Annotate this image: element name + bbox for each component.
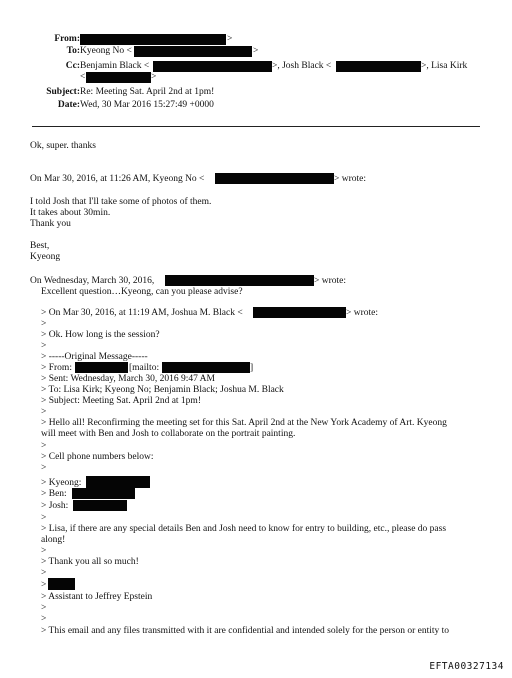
text-line: > Cell phone numbers below: xyxy=(41,452,154,462)
date-value: Wed, 30 Mar 2016 15:27:49 +0000 xyxy=(80,100,214,110)
cc-label: Cc: xyxy=(65,61,80,71)
text-line: > xyxy=(41,441,47,451)
redaction-box xyxy=(86,476,150,488)
text-line: > Lisa, if there are any special details Ben and Josh need to know for entry to building, etc., please do pass xyxy=(41,524,447,534)
text-line: > Ok. How long is the session? xyxy=(41,330,160,340)
text-line: I told Josh that I'll take some of photos of them. xyxy=(30,197,212,207)
header-divider xyxy=(32,126,480,127)
quote-header: On Wednesday, March 30, 2016, xyxy=(30,276,155,286)
from-label: From: xyxy=(54,34,80,44)
text-line: > -----Original Message----- xyxy=(41,352,148,362)
subject-label: Subject: xyxy=(46,87,80,97)
quote-header: > wrote: xyxy=(334,174,367,184)
text-line: > xyxy=(41,614,47,624)
text-line: > This email and any files transmitted with it are confidential and intended solely for the person or entity to xyxy=(41,626,450,636)
date-label: Date: xyxy=(57,100,80,110)
redaction-box xyxy=(336,61,421,72)
text-line: Kyeong xyxy=(30,252,61,262)
text-line: > Hello all! Reconfirming the meeting set for this Sat. April 2nd at the New York Academy of Art. Kyeong xyxy=(41,418,447,428)
quote-header: > wrote: xyxy=(314,276,347,286)
text-line: > Ben: xyxy=(41,489,67,499)
text-line: > Subject: Meeting Sat. April 2nd at 1pm! xyxy=(41,396,201,406)
text-line: along! xyxy=(41,535,66,545)
text-line: Thank you xyxy=(30,219,71,229)
redaction-box xyxy=(134,46,252,57)
text-line: Excellent question…Kyeong, can you please advise? xyxy=(41,287,243,297)
text-line: > To: Lisa Kirk; Kyeong No; Benjamin Black; Joshua M. Black xyxy=(41,385,284,395)
text-line: > xyxy=(41,407,47,417)
text-line: > xyxy=(41,568,47,578)
to-value: Kyeong No < xyxy=(80,46,132,56)
bates-number: EFTA00327134 xyxy=(429,661,504,672)
text-line: > Kyeong: xyxy=(41,478,82,488)
redaction-box xyxy=(75,362,128,373)
cc-value: >, Lisa Kirk xyxy=(421,61,468,71)
cc-value: < xyxy=(80,72,86,82)
quote-header: On Mar 30, 2016, at 11:26 AM, Kyeong No < xyxy=(30,174,205,184)
text-line: > Josh: xyxy=(41,501,69,511)
redaction-box xyxy=(48,578,75,590)
text-line: > On Mar 30, 2016, at 11:19 AM, Joshua M. Black < xyxy=(41,308,243,318)
redaction-box xyxy=(80,34,226,45)
cc-value: >, Josh Black < xyxy=(272,61,332,71)
text-line: > wrote: xyxy=(346,308,379,318)
angle-bracket: > xyxy=(227,34,233,44)
text-line: Best, xyxy=(30,241,50,251)
text-line: It takes about 30min. xyxy=(30,208,111,218)
subject-value: Re: Meeting Sat. April 2nd at 1pm! xyxy=(80,87,215,97)
cc-value: Benjamin Black < xyxy=(80,61,150,71)
redaction-box xyxy=(215,173,334,184)
text-line: > Sent: Wednesday, March 30, 2016 9:47 AM xyxy=(41,374,215,384)
redaction-box xyxy=(153,61,272,72)
text-line: will meet with Ben and Josh to collaborate on the portrait painting. xyxy=(41,429,296,439)
text-line: > xyxy=(41,341,47,351)
text-line: > xyxy=(41,546,47,556)
text-line: ] xyxy=(250,363,254,373)
text-line: > Thank you all so much! xyxy=(41,557,139,567)
redaction-box xyxy=(72,488,135,499)
redaction-box xyxy=(162,362,250,373)
angle-bracket: > xyxy=(151,72,157,82)
text-line: > xyxy=(41,463,47,473)
text-line: > xyxy=(41,319,47,329)
reply-text: Ok, super. thanks xyxy=(30,141,96,151)
text-line: > Assistant to Jeffrey Epstein xyxy=(41,592,153,602)
text-line: > xyxy=(41,603,47,613)
to-label: To: xyxy=(66,46,80,56)
text-line: > xyxy=(41,580,47,590)
angle-bracket: > xyxy=(253,46,259,56)
redaction-box xyxy=(86,72,151,83)
text-line: [mailto: xyxy=(129,363,160,373)
redaction-box xyxy=(253,307,346,318)
redaction-box xyxy=(165,275,314,286)
text-line: > xyxy=(41,513,47,523)
redaction-box xyxy=(73,500,127,511)
text-line: > From: xyxy=(41,363,72,373)
